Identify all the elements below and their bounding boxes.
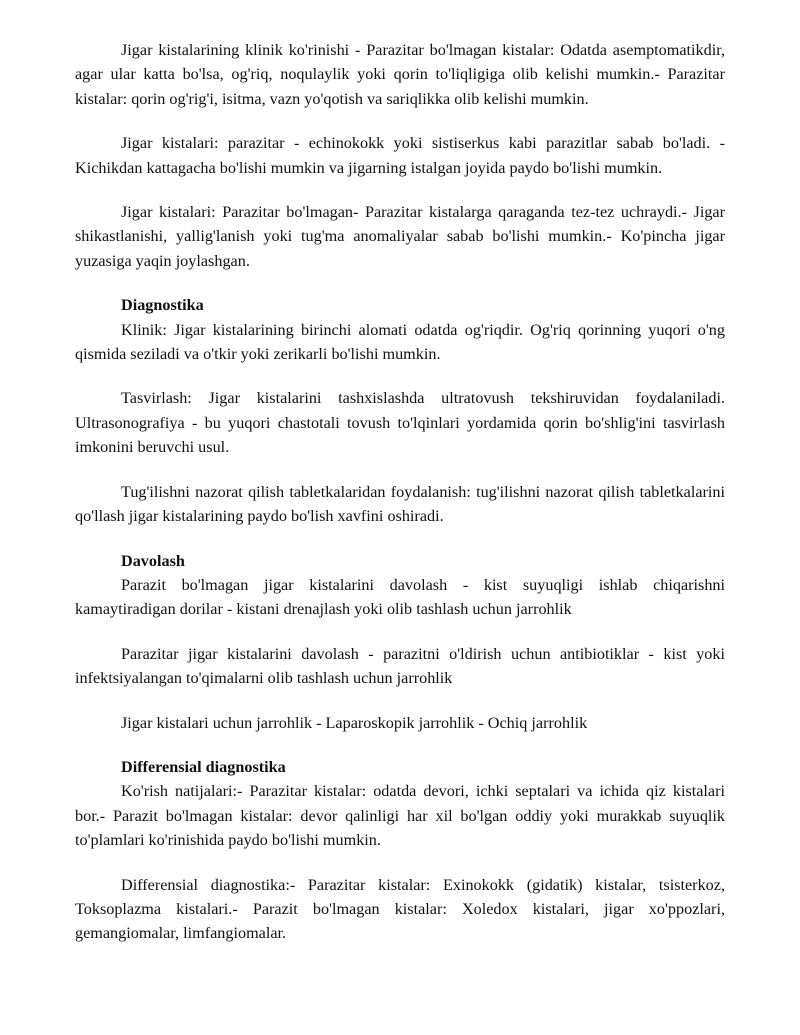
- section-heading-diagnostika: Diagnostika: [121, 296, 204, 315]
- intro-paragraph-nonparasitic: Jigar kistalari: Parazitar bo'lmagan- Parazitar kistalarga qaraganda tez-tez uchraydi.- Jigar shikastlanishi, yallig'lanish yoki tug'ma anomaliyalar sabab bo'lishi mumkin.- Ko'pincha jigar yuzasiga yaqin joylashgan.: [75, 203, 725, 270]
- document-page: [75, 38, 725, 966]
- differensial-paragraph-findings: Ko'rish natijalari:- Parazitar kistalar: odatda devori, ichki septalari va ichida qiz kistalari bor.- Parazit bo'lmagan kistalar: devor qalinligi har xil bo'lgan oddiy yoki murakkab suyuqlik to'plamlari ko'rinishida paydo bo'lishi mumkin.: [75, 782, 725, 850]
- diagnostika-paragraph-imaging: Tasvirlash: Jigar kistalarini tashxislashda ultratovush tekshiruvidan foydalaniladi. Ultrasonografiya - bu yuqori chastotali tovush to'lqinlari yordamida qorin bo'shlig'ini tasvirlash imkonini beruvchi usul.: [75, 389, 725, 457]
- intro-paragraph-clinical: Jigar kistalarining klinik ko'rinishi - Parazitar bo'lmagan kistalar: Odatda asemptomatikdir, agar ular katta bo'lsa, og'riq, noqulaylik yoki qorin to'liqligiga olib kelishi mumkin.- Parazitar kistalar: qorin og'rig'i, isitma, vazn yo'qotish va sariqlikka olib kelishi mumkin.: [75, 41, 725, 108]
- diagnostika-paragraph-contraception: Tug'ilishni nazorat qilish tabletkalaridan foydalanish: tug'ilishni nazorat qilish tabletkalarini qo'llash jigar kistalarining paydo bo'lish xavfini oshiradi.: [75, 482, 725, 526]
- davolash-paragraph-surgery: Jigar kistalari uchun jarrohlik - Laparoskopik jarrohlik - Ochiq jarrohlik: [121, 713, 588, 732]
- differensial-paragraph-diagnosis: Differensial diagnostika:- Parazitar kistalar: Exinokokk (gidatik) kistalar, tsisterkoz, Toksoplazma kistalari.- Parazit bo'lmagan kistalar: Xoledox kistalari, jigar xo'ppozlari, gemangiomalar, limfangiomalar.: [75, 875, 725, 943]
- davolash-paragraph-nonparasitic: Parazit bo'lmagan jigar kistalarini davolash - kist suyuqligi ishlab chiqarishni kamaytiradigan dorilar - kistani drenajlash yoki olib tashlash uchun jarrohlik: [75, 575, 725, 619]
- intro-paragraph-parasitic: Jigar kistalari: parazitar - echinokokk yoki sistiserkus kabi parazitlar sabab bo'ladi. - Kichikdan kattagacha bo'lishi mumkin va jigarning istalgan joyida paydo bo'lishi mumkin.: [75, 134, 725, 177]
- section-heading-differensial: Differensial diagnostika: [121, 757, 286, 776]
- diagnostika-paragraph-clinical: Klinik: Jigar kistalarining birinchi alomati odatda og'riqdir. Og'riq qorinning yuqori o'ng qismida seziladi va o'tkir yoki zerikarli bo'lishi mumkin.: [75, 320, 725, 364]
- davolash-paragraph-parasitic: Parazitar jigar kistalarini davolash - parazitni o'ldirish uchun antibiotiklar - kist yoki infektsiyalangan to'qimalarni olib tashlash uchun jarrohlik: [75, 644, 725, 688]
- section-heading-davolash: Davolash: [121, 551, 185, 570]
